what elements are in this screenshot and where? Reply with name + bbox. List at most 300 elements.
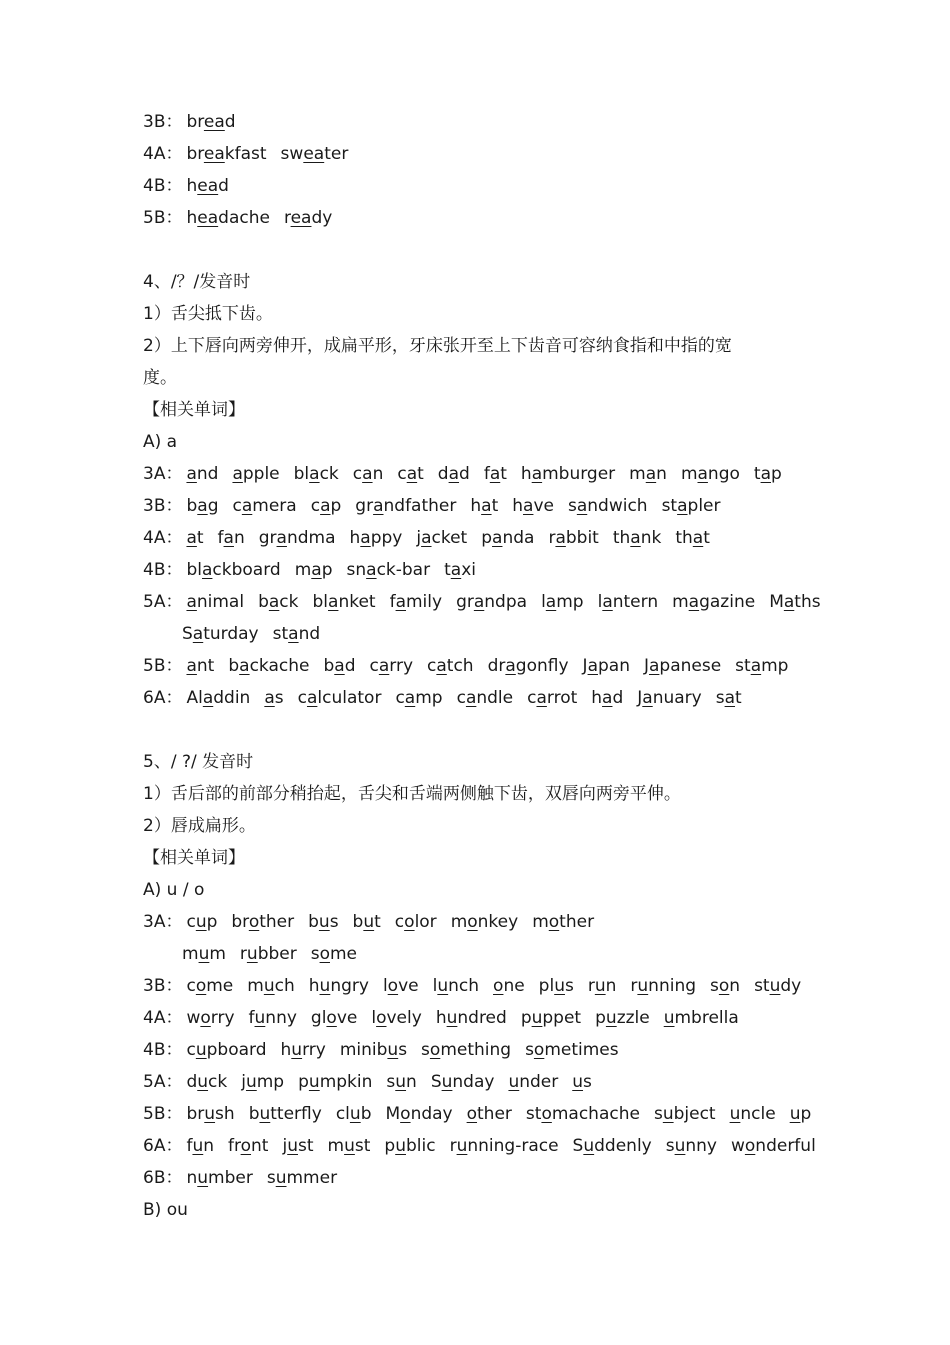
word-part: pan — [597, 656, 630, 676]
word-part: c — [427, 656, 437, 676]
underlined-letter: u — [254, 1008, 266, 1028]
word-part: nkey — [477, 912, 519, 932]
underlined-letter: u — [769, 976, 781, 996]
unit-label: 4A： — [143, 1008, 183, 1028]
word-part: c — [186, 1040, 196, 1060]
vocab-word — [444, 558, 476, 582]
word-part: ter — [324, 144, 349, 164]
vocab-word — [735, 654, 788, 678]
vocab-word — [397, 462, 423, 486]
underlined-letter: u — [344, 1136, 355, 1156]
word-part: d — [437, 464, 449, 484]
underlined-letter: a — [395, 592, 406, 612]
text-line — [143, 302, 273, 326]
word-part: c — [186, 912, 196, 932]
underlined-letter: u — [198, 944, 210, 964]
word-part: h — [435, 1008, 447, 1028]
underlined-letter: a — [677, 496, 688, 516]
word-part: cl — [335, 1104, 350, 1124]
underlined-letter: u — [259, 1104, 271, 1124]
word-part: bl — [293, 464, 310, 484]
underlined-letter: a — [555, 528, 566, 548]
line-text: 1）舌后部的前部分稍抬起，舌尖和舌端两侧触下齿，双唇向两旁平伸。 — [143, 784, 681, 804]
vocab-word — [664, 1006, 739, 1030]
word-part: c — [369, 656, 379, 676]
word-part: lor — [414, 912, 437, 932]
underlined-letter: a — [602, 592, 613, 612]
word-part: n — [186, 1168, 198, 1188]
text-line — [143, 430, 177, 454]
underlined-letter: u — [395, 1136, 406, 1156]
underlined-letter: o — [541, 1104, 552, 1124]
vocab-word — [521, 462, 615, 486]
word-part: nket — [338, 592, 376, 612]
underlined-letter: a — [192, 624, 204, 644]
underlined-letter: o — [195, 976, 207, 996]
word-part: br — [186, 112, 204, 132]
word-part: c — [297, 688, 307, 708]
word-part: s — [310, 944, 320, 964]
word-part: c — [232, 496, 242, 516]
vocab-word — [710, 974, 740, 998]
word-part: ther — [477, 1104, 512, 1124]
word-part: c — [394, 912, 405, 932]
text-line — [143, 526, 724, 550]
vocab-word — [186, 142, 266, 166]
vocab-word — [218, 526, 245, 550]
word-part: nuary — [652, 688, 702, 708]
underlined-letter: o — [319, 944, 330, 964]
word-part: d — [612, 688, 624, 708]
word-part: th — [612, 528, 631, 548]
word-part: pple — [242, 464, 280, 484]
word-part: mpkin — [319, 1072, 373, 1092]
text-line — [143, 814, 256, 838]
vocab-word — [186, 654, 214, 678]
vocab-word — [371, 1006, 421, 1030]
underlined-letter: a — [481, 496, 492, 516]
text-line — [182, 622, 334, 646]
text-line — [143, 270, 250, 294]
word-part: m — [327, 1136, 345, 1156]
vocab-word — [427, 654, 474, 678]
vocab-word — [539, 974, 574, 998]
word-part: h — [520, 464, 532, 484]
word-part: p — [481, 528, 493, 548]
underlined-letter: o — [744, 1136, 756, 1156]
vocab-word — [493, 974, 525, 998]
word-part: m — [629, 464, 646, 484]
underlined-letter: a — [186, 528, 197, 548]
vocab-word — [484, 462, 507, 486]
vocab-word — [541, 590, 584, 614]
word-part: S — [430, 1072, 442, 1092]
underlined-letter: ea — [203, 144, 225, 164]
underlined-letter: ea — [197, 208, 219, 228]
word-part: ck — [208, 1072, 228, 1092]
word-part: n — [729, 976, 741, 996]
vocab-word — [186, 1166, 252, 1190]
underlined-letter: a — [688, 592, 700, 612]
line-text: 1）舌尖抵下齿。 — [143, 304, 273, 324]
vocab-word — [281, 142, 349, 166]
word-part: ckboard — [212, 560, 281, 580]
text-line — [143, 910, 608, 934]
underlined-letter: ea — [197, 176, 219, 196]
underlined-letter: ea — [290, 208, 312, 228]
text-line — [143, 782, 681, 806]
line-text: 【相关单词】 — [143, 400, 245, 420]
word-part: f — [217, 528, 224, 548]
word-part: h — [308, 976, 320, 996]
underlined-letter: a — [288, 624, 299, 644]
word-part: mburger — [542, 464, 616, 484]
vocab-word — [457, 686, 514, 710]
vocab-word — [231, 910, 294, 934]
underlined-letter: o — [466, 1104, 478, 1124]
word-part: ndred — [457, 1008, 507, 1028]
word-part: nt — [196, 656, 215, 676]
text-line — [143, 1134, 830, 1158]
word-part: h — [186, 176, 198, 196]
vocab-word — [182, 942, 226, 966]
vocab-word — [512, 494, 554, 518]
vocab-word — [395, 686, 442, 710]
underlined-letter: a — [697, 464, 708, 484]
word-part: d — [344, 656, 356, 676]
word-part: s — [583, 1072, 592, 1092]
vocab-word — [311, 942, 357, 966]
word-part: ddenly — [594, 1136, 652, 1156]
word-part: ne — [503, 976, 525, 996]
vocab-word — [241, 1070, 284, 1094]
vocab-word — [526, 1102, 640, 1126]
word-part: nda — [502, 528, 535, 548]
word-part: ncle — [740, 1104, 776, 1124]
underlined-letter: o — [718, 976, 730, 996]
line-text: 【相关单词】 — [143, 848, 245, 868]
word-part: f — [389, 592, 396, 612]
underlined-letter: a — [450, 560, 462, 580]
vocab-word — [488, 654, 569, 678]
word-part: ve — [398, 976, 419, 996]
word-part: gl — [310, 1008, 327, 1028]
word-part: j — [416, 528, 422, 548]
word-part: bbit — [565, 528, 599, 548]
line-text: 度。 — [143, 368, 177, 388]
vocab-word — [186, 1006, 234, 1030]
word-part: c — [395, 688, 405, 708]
underlined-letter: a — [724, 688, 736, 708]
word-part: nimal — [196, 592, 245, 612]
unit-label: 5B： — [143, 208, 183, 228]
word-part: ndfather — [383, 496, 457, 516]
word-part: w — [186, 1008, 201, 1028]
underlined-letter: u — [349, 1104, 361, 1124]
vocab-word — [186, 1038, 266, 1062]
vocab-word — [258, 590, 298, 614]
underlined-letter: a — [373, 496, 384, 516]
text-line — [143, 654, 802, 678]
word-part: nny — [685, 1136, 717, 1156]
vocab-word — [548, 526, 598, 550]
underlined-letter: a — [436, 656, 447, 676]
vocab-word — [654, 1102, 716, 1126]
word-part: tch — [446, 656, 474, 676]
word-part: mp — [761, 656, 789, 676]
word-part: r — [587, 976, 595, 996]
word-part: pler — [687, 496, 721, 516]
unit-label: 6A： — [143, 688, 183, 708]
vocab-word — [383, 974, 419, 998]
vocab-word — [591, 686, 623, 710]
word-part: t — [374, 912, 381, 932]
word-part: p — [595, 1008, 606, 1028]
vocab-word — [355, 494, 456, 518]
unit-label: 3B： — [143, 976, 183, 996]
word-part: sh — [215, 1104, 235, 1124]
word-part: ngry — [330, 976, 369, 996]
vocab-word — [309, 974, 369, 998]
vocab-word — [186, 558, 280, 582]
text-line — [143, 174, 243, 198]
vocab-word — [390, 590, 443, 614]
underlined-letter: u — [531, 1008, 543, 1028]
word-part: c — [397, 464, 407, 484]
vocab-word — [730, 1102, 776, 1126]
word-part: m — [209, 944, 226, 964]
word-part: n — [233, 528, 245, 548]
vocab-word — [281, 1038, 326, 1062]
word-part: t — [753, 464, 761, 484]
word-part: b — [258, 592, 269, 612]
vocab-word — [313, 590, 376, 614]
word-part: c — [527, 688, 537, 708]
underlined-letter: a — [587, 656, 598, 676]
text-line — [143, 206, 346, 230]
word-part: mp — [256, 1072, 285, 1092]
underlined-letter: a — [328, 592, 339, 612]
underlined-letter: u — [387, 1040, 399, 1060]
word-part: t — [444, 560, 451, 580]
underlined-letter: o — [400, 1104, 411, 1124]
word-part: zzle — [616, 1008, 650, 1028]
word-part: mething — [440, 1040, 512, 1060]
vocab-word — [284, 206, 332, 230]
underlined-letter: u — [275, 1168, 287, 1188]
word-part: rry — [302, 1040, 326, 1060]
underlined-letter: u — [308, 1072, 320, 1092]
underlined-letter: a — [241, 496, 253, 516]
underlined-letter: u — [663, 1008, 675, 1028]
word-part: p — [298, 1072, 309, 1092]
line-text: B) ou — [143, 1200, 188, 1220]
underlined-letter: a — [232, 464, 243, 484]
unit-label: 3B： — [143, 112, 183, 132]
word-part: vely — [386, 1008, 422, 1028]
vocab-word — [598, 590, 659, 614]
word-part: s — [665, 1136, 675, 1156]
vocab-word — [233, 494, 297, 518]
underlined-letter: o — [493, 976, 504, 996]
underlined-letter: a — [202, 560, 213, 580]
vocab-word — [186, 462, 218, 486]
word-part: machache — [551, 1104, 640, 1124]
word-part: ck — [279, 592, 299, 612]
word-part: nny — [265, 1008, 297, 1028]
word-part: mily — [406, 592, 443, 612]
vocab-word — [228, 1134, 268, 1158]
word-part: n — [372, 464, 384, 484]
unit-label: 5B： — [143, 656, 183, 676]
vocab-word — [369, 654, 413, 678]
text-line — [143, 1102, 825, 1126]
underlined-letter: o — [429, 1040, 441, 1060]
word-part: g — [207, 496, 219, 516]
vocab-word — [186, 110, 235, 134]
vocab-word — [386, 1070, 416, 1094]
underlined-letter: a — [320, 496, 331, 516]
word-part: xi — [461, 560, 476, 580]
underlined-letter: a — [264, 688, 275, 708]
vocab-word — [347, 558, 431, 582]
text-line — [143, 142, 362, 166]
word-part: h — [186, 208, 198, 228]
underlined-letter: a — [360, 528, 371, 548]
word-part: sn — [346, 560, 367, 580]
text-line — [143, 366, 177, 390]
word-part: dache — [218, 208, 270, 228]
word-part: nning-race — [467, 1136, 559, 1156]
word-part: metimes — [544, 1040, 619, 1060]
vocab-word — [264, 686, 283, 710]
underlined-letter: a — [648, 656, 660, 676]
underlined-letter: a — [239, 656, 250, 676]
word-part: S — [572, 1136, 584, 1156]
vocab-word — [186, 1070, 227, 1094]
text-line — [143, 558, 490, 582]
underlined-letter: u — [318, 912, 330, 932]
word-part: rry — [210, 1008, 235, 1028]
vocab-word — [731, 1134, 816, 1158]
word-part: st — [754, 976, 770, 996]
vocab-word — [311, 494, 342, 518]
word-part: m — [532, 912, 549, 932]
word-part: l — [597, 592, 603, 612]
vocab-word — [186, 590, 244, 614]
word-part: b — [308, 912, 319, 932]
text-line — [143, 334, 732, 358]
vocab-word — [247, 974, 294, 998]
underlined-letter: a — [276, 528, 287, 548]
vocab-word — [186, 526, 203, 550]
vocab-word — [259, 526, 336, 550]
word-part: s — [525, 1040, 534, 1060]
word-part: j — [282, 1136, 288, 1156]
underlined-letter: a — [602, 688, 613, 708]
underlined-letter: a — [492, 528, 503, 548]
word-part: ch — [274, 976, 295, 996]
underlined-letter: u — [729, 1104, 741, 1124]
word-part: n — [203, 1136, 215, 1156]
word-part: t — [500, 464, 507, 484]
word-part: ntern — [612, 592, 659, 612]
underlined-letter: a — [531, 464, 543, 484]
word-part: c — [310, 496, 321, 516]
underlined-letter: u — [789, 1104, 801, 1124]
word-part: ppy — [370, 528, 403, 548]
underlined-letter: a — [334, 656, 345, 676]
underlined-letter: a — [642, 688, 653, 708]
underlined-letter: u — [605, 1008, 617, 1028]
word-part: f — [186, 1136, 193, 1156]
word-part: h — [280, 1040, 292, 1060]
unit-label: 4B： — [143, 176, 183, 196]
underlined-letter: u — [594, 976, 606, 996]
word-part: s — [710, 976, 719, 996]
vocab-word — [298, 686, 382, 710]
word-part: m — [672, 592, 689, 612]
word-part: d — [459, 464, 470, 484]
underlined-letter: u — [508, 1072, 520, 1092]
word-part: ther — [559, 912, 595, 932]
vocab-word — [769, 590, 820, 614]
underlined-letter: a — [186, 592, 197, 612]
underlined-letter: a — [404, 688, 416, 708]
vocab-word — [613, 526, 662, 550]
word-part: r — [239, 944, 247, 964]
underlined-letter: u — [246, 944, 258, 964]
word-part: ndma — [286, 528, 336, 548]
unit-label: 4B： — [143, 560, 183, 580]
word-part: gr — [355, 496, 374, 516]
word-part: turday — [203, 624, 259, 644]
underlined-letter: o — [248, 912, 260, 932]
unit-label: 3A： — [143, 464, 183, 484]
underlined-letter: u — [554, 976, 565, 996]
word-part: d — [218, 176, 229, 196]
word-part: t — [735, 688, 742, 708]
unit-label: 5B： — [143, 1104, 183, 1124]
word-part: t — [703, 528, 710, 548]
line-text: 4、/？/发音时 — [143, 272, 251, 292]
word-part: ddin — [213, 688, 251, 708]
word-part: p — [206, 912, 218, 932]
word-part: st — [354, 1136, 371, 1156]
word-part: panese — [659, 656, 722, 676]
line-text: 2）唇成扁形。 — [143, 816, 256, 836]
vocab-word — [384, 1134, 435, 1158]
word-part: gonfly — [515, 656, 569, 676]
vocab-word — [790, 1102, 812, 1126]
line-text: A) u / o — [143, 880, 205, 900]
vocab-word — [295, 558, 333, 582]
text-line — [143, 1198, 188, 1222]
word-part: s — [715, 688, 725, 708]
unit-label: 3A： — [143, 912, 183, 932]
word-part: ck-bar — [376, 560, 431, 580]
vocab-word — [451, 910, 519, 934]
word-part: ths — [794, 592, 821, 612]
text-line — [143, 1070, 606, 1094]
underlined-letter: a — [406, 464, 418, 484]
vocab-word — [450, 1134, 559, 1158]
underlined-letter: u — [441, 1072, 453, 1092]
vocab-word — [350, 526, 403, 550]
text-line — [143, 462, 796, 486]
underlined-letter: u — [192, 1136, 204, 1156]
word-part: b — [228, 656, 240, 676]
